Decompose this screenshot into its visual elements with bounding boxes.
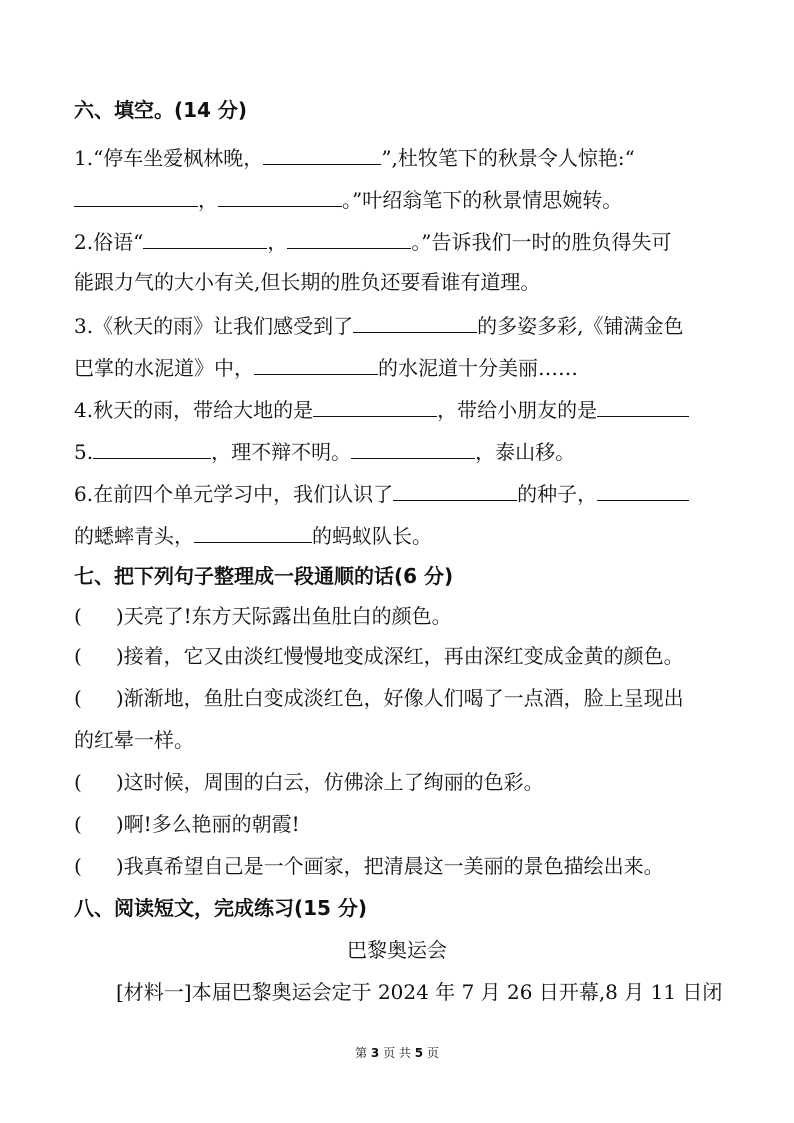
article-title: 巴黎奥运会	[347, 938, 447, 962]
q1-blank-2[interactable]	[74, 186, 198, 207]
section-6-title: 六、填空。(14 分)	[74, 98, 248, 122]
paren-open: (	[74, 854, 82, 878]
question-1-line-2	[74, 186, 622, 212]
footer-text: 第	[355, 1046, 371, 1060]
q6-text-a: 6.在前四个单元学习中，我们认识了	[74, 482, 394, 506]
q1-blank-1[interactable]	[263, 144, 381, 165]
q3-text-c: 巴掌的水泥道》中，	[74, 356, 254, 380]
sentence-3	[74, 686, 684, 710]
paren-close: )	[115, 770, 124, 794]
q5-blank-1[interactable]	[93, 438, 211, 459]
paren-open: (	[74, 770, 82, 794]
question-6-line-1	[74, 480, 689, 506]
q6-blank-3[interactable]	[194, 522, 312, 543]
question-3-line-1	[74, 312, 683, 338]
paren-close: )	[115, 604, 124, 628]
footer-text: 页 共	[379, 1046, 415, 1060]
total-page-number: 5	[414, 1046, 424, 1060]
sentence-3-continued: 的红晕一样。	[74, 728, 194, 752]
paren-open: (	[74, 644, 82, 668]
paren-close: )	[115, 686, 124, 710]
q1-text-c: ，	[198, 188, 218, 212]
q3-text-d: 的水泥道十分美丽……	[378, 356, 578, 380]
current-page-number: 3	[370, 1046, 380, 1060]
sentence-1	[74, 604, 452, 628]
q2-text-b: ，	[267, 230, 288, 254]
q5-text-b: ，理不辩不明。	[211, 440, 352, 464]
paren-open: (	[74, 686, 82, 710]
q2-text-c: 。”告诉我们一时的胜负得失可	[411, 230, 672, 254]
sentence-text: 天亮了!东方天际露出鱼肚白的颜色。	[123, 604, 452, 628]
question-3-line-2	[74, 354, 578, 380]
sentence-text: 啊!多么艳丽的朝霞!	[123, 812, 300, 836]
q6-text-b: 的种子，	[517, 482, 598, 506]
q2-text-a: 2.俗语“	[74, 230, 144, 254]
sentence-4	[74, 770, 544, 794]
question-6-line-2	[74, 522, 432, 548]
q5-blank-2[interactable]	[351, 438, 475, 459]
question-1-line-1	[74, 144, 635, 170]
question-2-line-2: 能跟力气的大小有关,但长期的胜负还要看谁有道理。	[74, 270, 541, 294]
sentence-5	[74, 812, 300, 836]
sentence-text: 这时候，周围的白云，仿佛涂上了绚丽的色彩。	[123, 770, 544, 794]
q3-text-a: 3.《秋天的雨》让我们感受到了	[74, 314, 354, 338]
sentence-6	[74, 854, 664, 878]
paren-open: (	[74, 812, 82, 836]
q2-blank-1[interactable]	[143, 228, 267, 249]
q4-text-a: 4.秋天的雨，带给大地的是	[74, 398, 314, 422]
paren-close: )	[115, 854, 124, 878]
q3-blank-2[interactable]	[254, 354, 378, 375]
question-2-line-1	[74, 228, 672, 254]
q2-blank-2[interactable]	[287, 228, 411, 249]
q1-text-d: 。”叶绍翁笔下的秋景情思婉转。	[342, 188, 623, 212]
q1-text-b: ”,杜牧笔下的秋景令人惊艳:“	[381, 146, 635, 170]
q6-text-d: 的蚂蚁队长。	[312, 524, 432, 548]
paren-close: )	[115, 644, 124, 668]
q6-blank-1[interactable]	[393, 480, 517, 501]
footer-text: 页	[423, 1046, 439, 1060]
section-7-title: 七、把下列句子整理成一段通顺的话(6 分)	[74, 564, 454, 588]
sentence-text: 接着，它又由淡红慢慢地变成深红，再由深红变成金黄的颜色。	[123, 644, 684, 668]
q6-blank-2[interactable]	[597, 480, 689, 501]
q3-text-b: 的多姿多彩,《铺满金色	[477, 314, 684, 338]
sentence-text: 渐渐地，鱼肚白变成淡红色，好像人们喝了一点酒，脸上呈现出	[123, 686, 684, 710]
q1-blank-3[interactable]	[218, 186, 342, 207]
question-5-line	[74, 438, 575, 464]
q5-text-c: ，泰山移。	[475, 440, 576, 464]
q4-blank-1[interactable]	[313, 396, 437, 417]
sentence-text: 我真希望自己是一个画家，把清晨这一美丽的景色描绘出来。	[123, 854, 664, 878]
paren-close: )	[115, 812, 124, 836]
q5-text-a: 5.	[74, 440, 94, 464]
q6-text-c: 的蟋蟀青头，	[74, 524, 194, 548]
question-4-line	[74, 396, 689, 422]
q4-blank-2[interactable]	[597, 396, 689, 417]
q4-text-b: ，带给小朋友的是	[437, 398, 598, 422]
sentence-2	[74, 644, 684, 668]
page-footer	[0, 1044, 794, 1061]
q3-blank-1[interactable]	[353, 312, 477, 333]
section-8-title: 八、阅读短文，完成练习(15 分)	[74, 896, 368, 920]
paren-open: (	[74, 604, 82, 628]
article-paragraph-1: [材料一]本届巴黎奥运会定于 2024 年 7 月 26 日开幕,8 月 11 日闭	[116, 980, 723, 1004]
q1-text-a: 1.“停车坐爱枫林晚，	[74, 146, 264, 170]
